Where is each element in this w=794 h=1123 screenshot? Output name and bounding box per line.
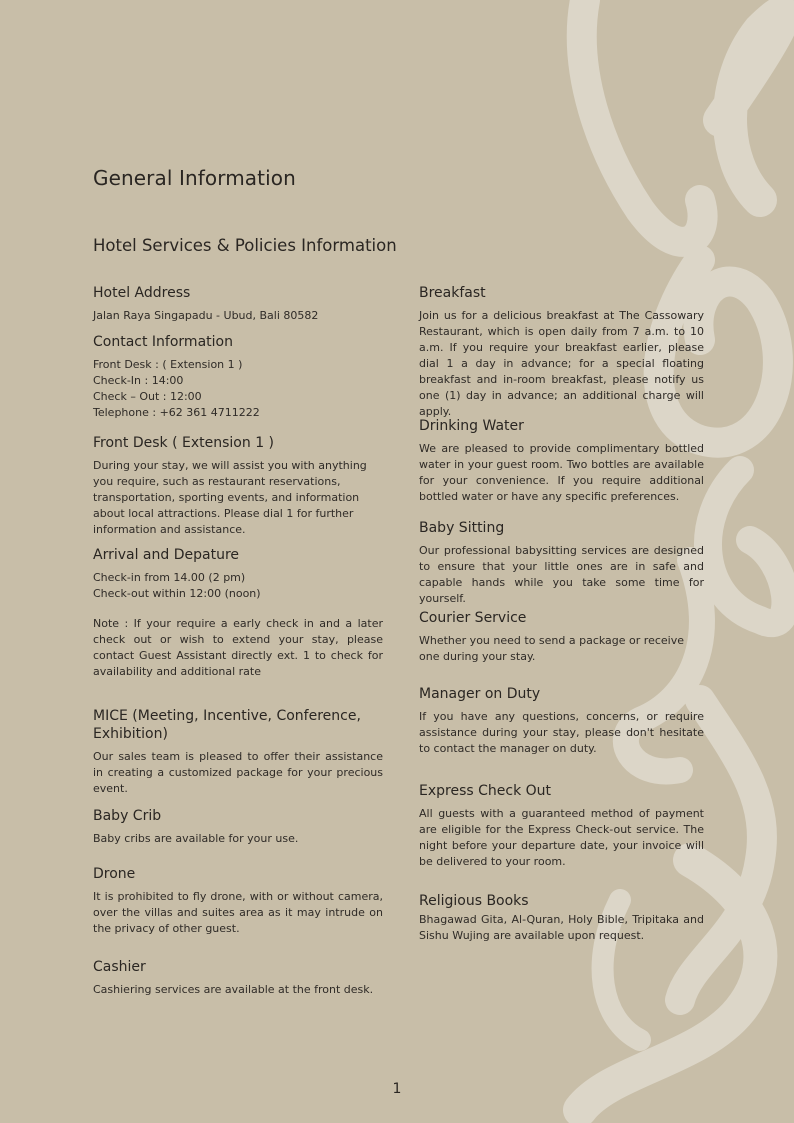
baby-crib-text: Baby cribs are available for your use.: [93, 832, 299, 845]
courier-text: Whether you need to send a package or receive one during your stay.: [419, 634, 684, 663]
hotel-address-section: [93, 284, 383, 324]
section-heading: Courier Service: [419, 610, 527, 626]
section-heading: Front Desk ( Extension 1 ): [93, 435, 275, 451]
section-heading: Baby Sitting: [419, 520, 505, 536]
arrival-lines: [93, 570, 383, 602]
page-number: 1: [392, 1081, 402, 1097]
breakfast-section: [419, 284, 704, 420]
contact-lines: [93, 357, 383, 421]
drone-text: It is prohibited to fly drone, with or without camera, over the villas and suites area as it may intrude on the privacy of other guest.: [93, 890, 383, 935]
contact-line: Check-In : 14:00: [93, 374, 184, 387]
front-desk-text: During your stay, we will assist you with anything you require, such as restaurant reservations, transportation, sporting events, and information about local attractions. Please dial 1 for further information and assistance.: [93, 459, 367, 536]
arrival-departure-section: [93, 546, 383, 680]
baby-crib-section: [93, 807, 383, 847]
page-title: General Information: [93, 166, 296, 190]
contact-line: Telephone : +62 361 4711222: [93, 406, 260, 419]
drone-section: [93, 865, 383, 937]
arrival-line: Check-out within 12:00 (noon): [93, 587, 261, 600]
section-heading: Hotel Address: [93, 285, 191, 301]
contact-information-section: [93, 333, 383, 421]
baby-sitting-text: Our professional babysitting services are designed to ensure that your little ones are in safe and capable hands while you take some time for yourself.: [419, 544, 704, 605]
cashier-section: [93, 958, 383, 998]
section-heading: Express Check Out: [419, 783, 552, 799]
breakfast-text: Join us for a delicious breakfast at The Cassowary Restaurant, which is open daily from 7 a.m. to 10 a.m. If you require your breakfast earlier, please dial 1 a day in advance; for a special floating breakfast and in-room breakfast, please notify us one (1) day in advance; an additional charge will apply.: [419, 309, 704, 418]
cashier-text: Cashiering services are available at the front desk.: [93, 983, 374, 996]
express-check-out-text: All guests with a guaranteed method of payment are eligible for the Express Check-out service. The night before your departure date, your invoice will be delivered to your room.: [419, 807, 704, 868]
section-heading: Breakfast: [419, 285, 486, 301]
baby-sitting-section: [419, 519, 704, 607]
religious-books-text: Bhagawad Gita, Al-Quran, Holy Bible, Tripitaka and Sishu Wujing are available upon request.: [419, 913, 704, 942]
section-heading: Religious Books: [419, 893, 529, 909]
front-desk-section: [93, 434, 383, 538]
section-heading: Cashier: [93, 959, 146, 975]
drinking-water-section: [419, 417, 704, 505]
section-heading: Drinking Water: [419, 418, 524, 434]
section-heading: Baby Crib: [93, 808, 162, 824]
drinking-water-text: We are pleased to provide complimentary bottled water in your guest room. Two bottles are available for your convenience. If you require additional bottled water or have any specific preferences.: [419, 442, 704, 503]
section-heading: Arrival and Depature: [93, 547, 240, 563]
courier-service-section: [419, 609, 704, 665]
religious-books-section: [419, 892, 704, 944]
manager-text: If you have any questions, concerns, or require assistance during your stay, please don't hesitate to contact the manager on duty.: [419, 710, 704, 755]
hotel-address-text: Jalan Raya Singapadu - Ubud, Bali 80582: [93, 309, 319, 322]
contact-line: Check – Out : 12:00: [93, 390, 202, 403]
arrival-line: Check-in from 14.00 (2 pm): [93, 571, 246, 584]
section-heading: MICE (Meeting, Incentive, Conference, Exhibition): [93, 708, 361, 742]
section-heading: Contact Information: [93, 334, 233, 350]
arrival-note: Note : If your require a early check in and a later check out or wish to extend your stay, please contact Guest Assistant directly ext. 1 to check for availability and additional rate: [93, 617, 383, 678]
section-heading: Drone: [93, 866, 136, 882]
express-check-out-section: [419, 782, 704, 870]
mice-text: Our sales team is pleased to offer their assistance in creating a customized package for your precious event.: [93, 750, 383, 795]
section-heading: Manager on Duty: [419, 686, 541, 702]
contact-line: Front Desk : ( Extension 1 ): [93, 358, 243, 371]
manager-on-duty-section: [419, 685, 704, 757]
page-subtitle: Hotel Services & Policies Information: [93, 236, 397, 255]
mice-section: [93, 707, 383, 797]
